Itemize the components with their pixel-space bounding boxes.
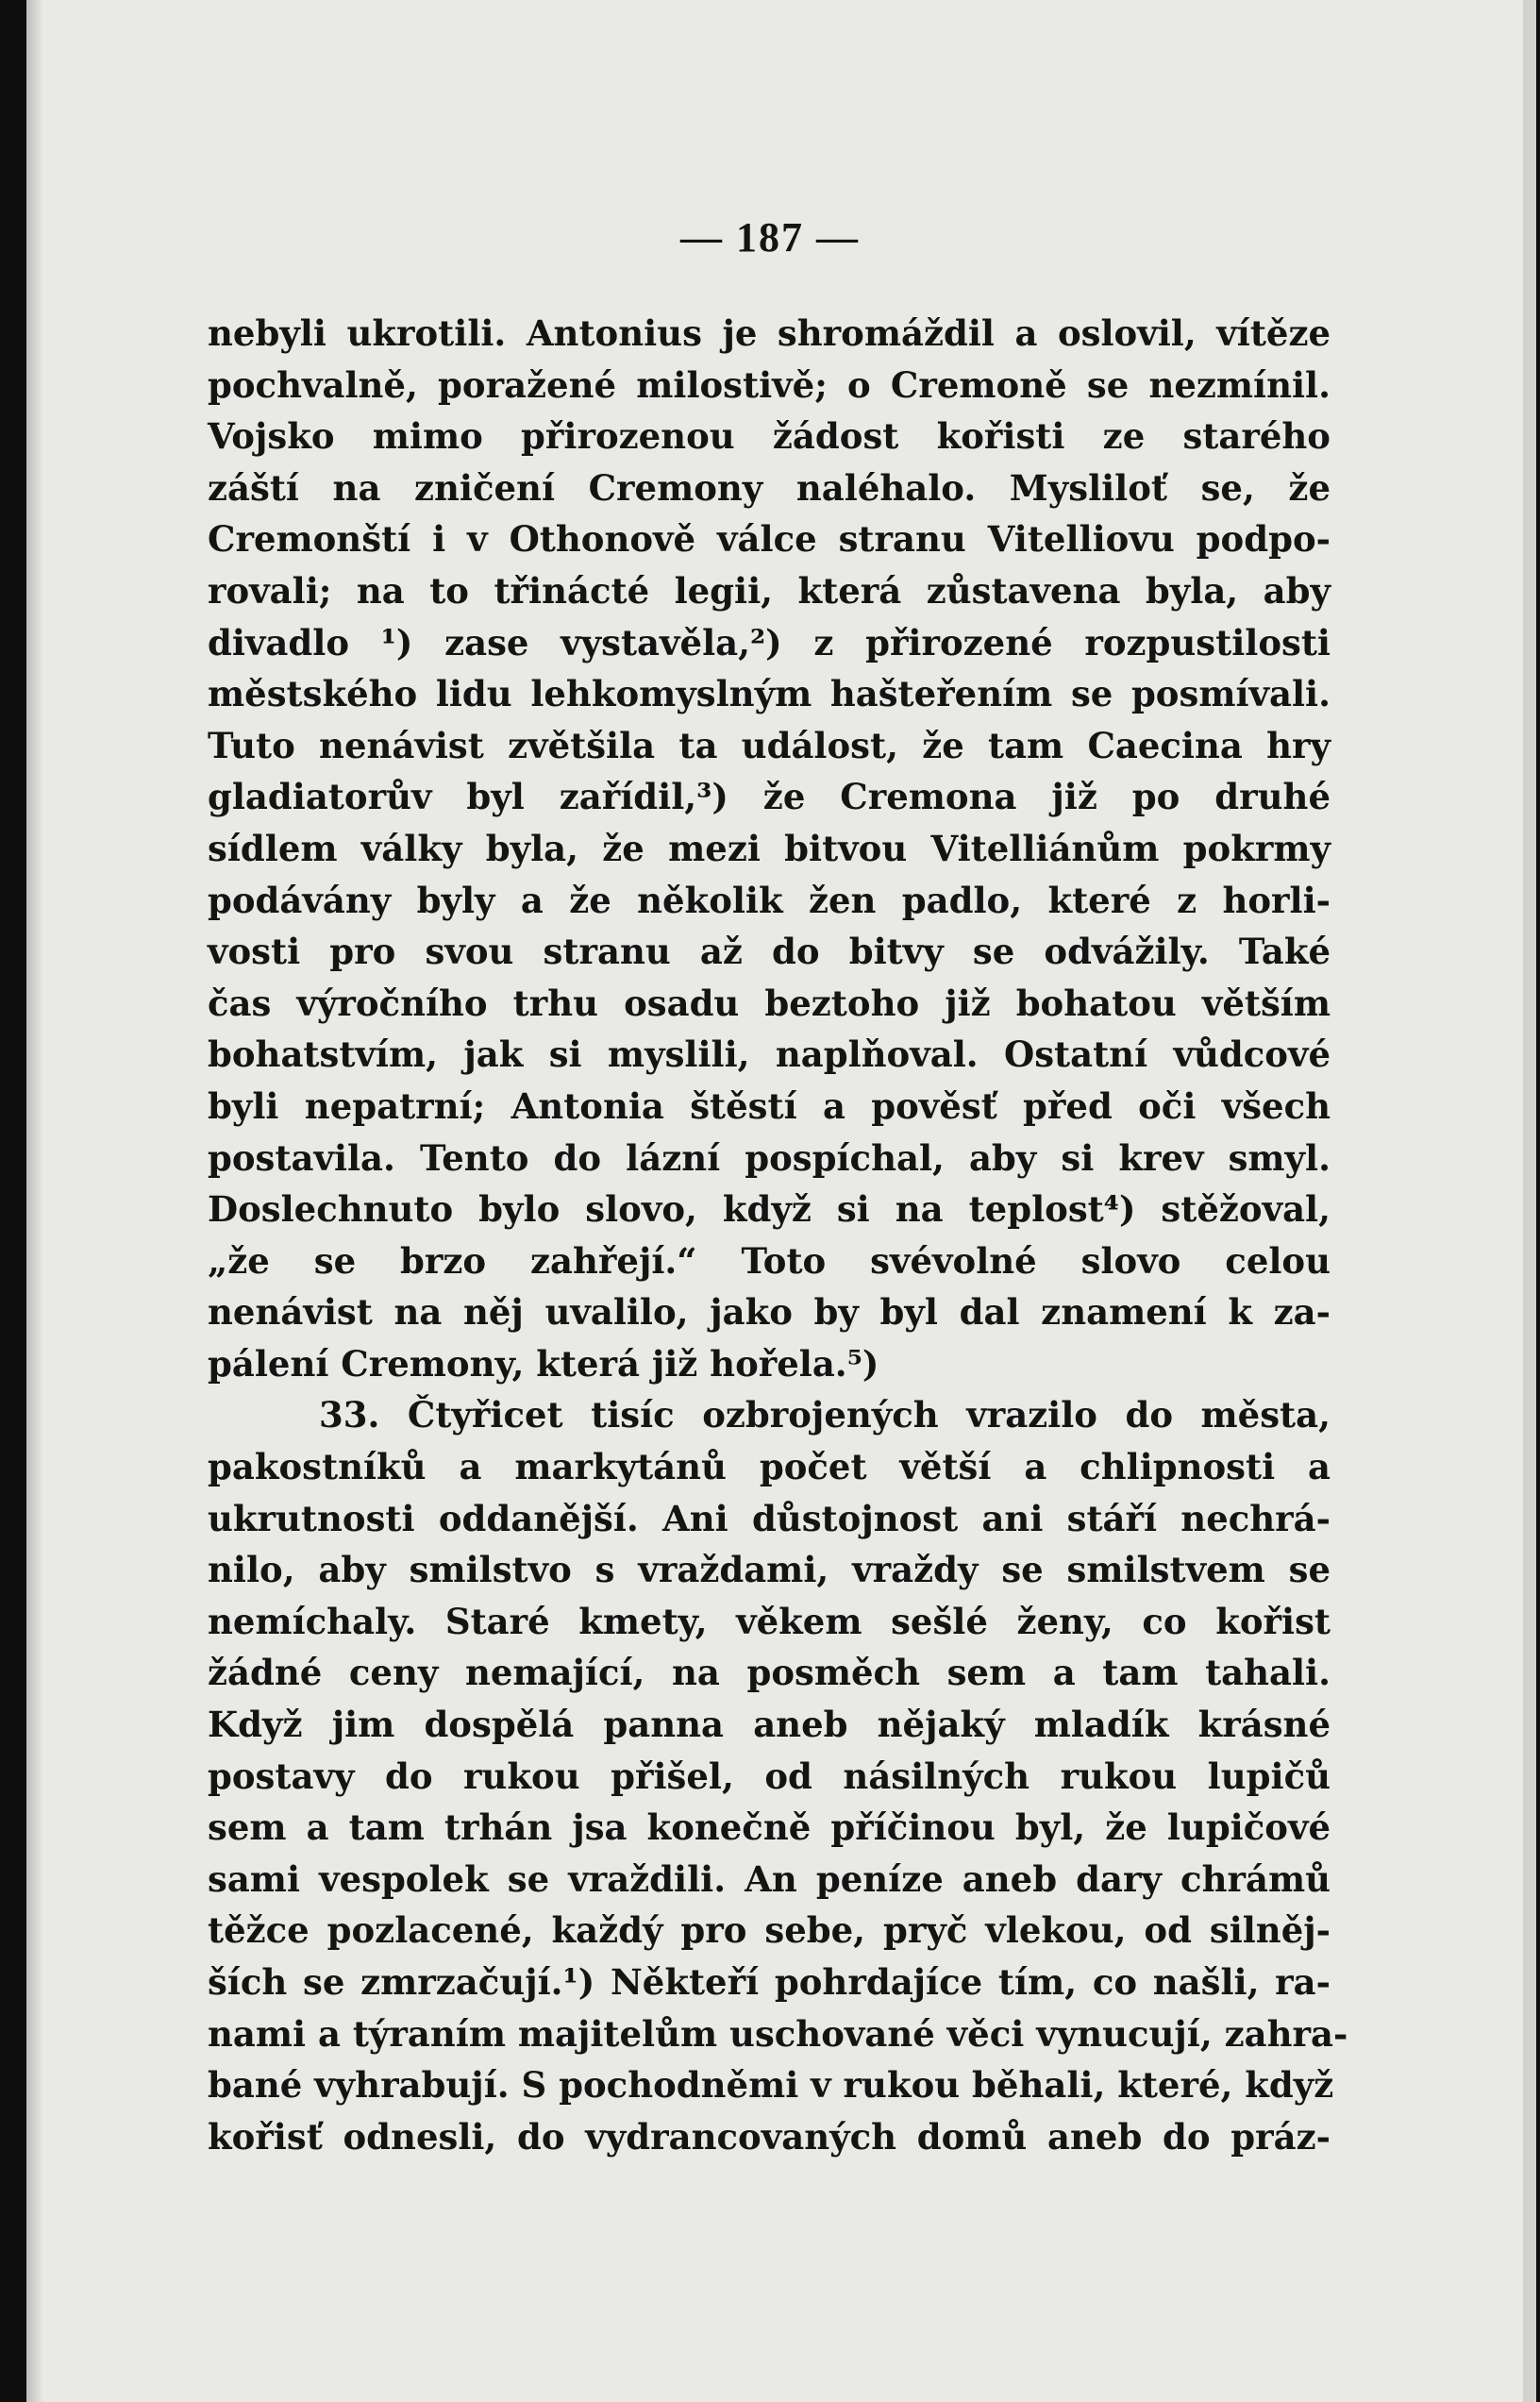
text-line: nenávist na něj uvalilo, jako by byl dal znamení k za- bbox=[208, 1291, 1331, 1334]
text-line: nami a týraním majitelům uschované věci vynucují, zahra- bbox=[208, 2012, 1348, 2055]
text-line: těžce pozlacené, každý pro sebe, pryč vlekou, od silněj- bbox=[208, 1909, 1331, 1952]
text-line: byli nepatrní; Antonia štěstí a pověsť před oči všech bbox=[208, 1084, 1331, 1127]
text-line: Cremonští i v Othonově válce stranu Vitelliovu podpo- bbox=[208, 518, 1331, 561]
text-line: postavila. Tento do lázní pospíchal, aby si krev smyl. bbox=[208, 1136, 1331, 1179]
text-line: žádné ceny nemající, na posměch sem a tam tahali. bbox=[208, 1652, 1331, 1694]
text-line: sami vespolek se vraždili. An peníze aneb dary chrámů bbox=[208, 1857, 1331, 1900]
text-line: nilo, aby smilstvo s vraždami, vraždy se smilstvem se bbox=[208, 1549, 1331, 1591]
text-line: čas výročního trhu osadu beztoho již bohatou větším bbox=[208, 982, 1331, 1024]
text-line: pakostníků a markytánů počet větší a chlipnosti a bbox=[208, 1446, 1331, 1488]
text-line: záští na zničení Cremony naléhalo. Mysliloť se, že bbox=[208, 466, 1331, 509]
text-line: nebyli ukrotili. Antonius je shromáždil a oslovil, vítěze bbox=[208, 312, 1331, 354]
text-line: ších se zmrzačují.¹) Někteří pohrdajíce tím, co našli, ra- bbox=[208, 1961, 1331, 2003]
text-line: postavy do rukou přišel, od násilných rukou lupičů bbox=[208, 1755, 1331, 1797]
text-line: vosti pro svou stranu až do bitvy se odvážily. Také bbox=[208, 931, 1331, 973]
text-line: bané vyhrabují. S pochodněmi v rukou běhali, které, když bbox=[208, 2064, 1334, 2107]
text-line: rovali; na to třinácté legii, která zůstavena byla, aby bbox=[208, 569, 1331, 612]
text-line: Vojsko mimo přirozenou žádost kořisti ze starého bbox=[208, 415, 1331, 458]
text-line: ukrutnosti oddanější. Ani důstojnost ani stáří nechrá- bbox=[208, 1497, 1331, 1539]
body-text bbox=[208, 308, 1348, 2162]
text-line: Tuto nenávist zvětšila ta událost, že tam Caecina hry bbox=[208, 724, 1331, 766]
text-line: městského lidu lehkomyslným hašteřením se posmívali. bbox=[208, 673, 1331, 715]
text-line: podávány byly a že několik žen padlo, které z horli- bbox=[208, 879, 1331, 921]
paragraph-start-line: 33. Čtyřicet tisíc ozbrojených vrazilo do města, bbox=[319, 1394, 1331, 1436]
text-line: sem a tam trhán jsa konečně příčinou byl, že lupičové bbox=[208, 1806, 1331, 1849]
text-line: Když jim dospělá panna aneb nějaký mladík krásné bbox=[208, 1704, 1331, 1746]
text-line: sídlem války byla, že mezi bitvou Vitelliánům pokrmy bbox=[208, 827, 1331, 869]
text-line: pochvalně, poražené milostivě; o Cremoně se nezmínil. bbox=[208, 363, 1331, 406]
text-line: gladiatorův byl zařídil,³) že Cremona již po druhé bbox=[208, 776, 1331, 818]
page-edge bbox=[1523, 0, 1536, 2402]
text-line: divadlo ¹) zase vystavěla,²) z přirozené rozpustilosti bbox=[208, 621, 1331, 663]
binding-shadow bbox=[26, 0, 43, 2402]
text-line: „že se brzo zahřejí.“ Toto svévolné slovo celou bbox=[208, 1239, 1331, 1282]
text-line: Doslechnuto bylo slovo, když si na teplost⁴) stěžoval, bbox=[208, 1188, 1331, 1231]
page-number: — 187 — bbox=[680, 214, 860, 260]
text-line: nemíchaly. Staré kmety, věkem sešlé ženy, co kořist bbox=[208, 1600, 1331, 1642]
text-line: kořisť odnesli, do vydrancovaných domů aneb do práz- bbox=[208, 2115, 1331, 2158]
text-line: bohatstvím, jak si myslili, naplňoval. Ostatní vůdcové bbox=[208, 1033, 1331, 1076]
text-line: pálení Cremony, která již hořela.⁵) bbox=[208, 1342, 879, 1385]
